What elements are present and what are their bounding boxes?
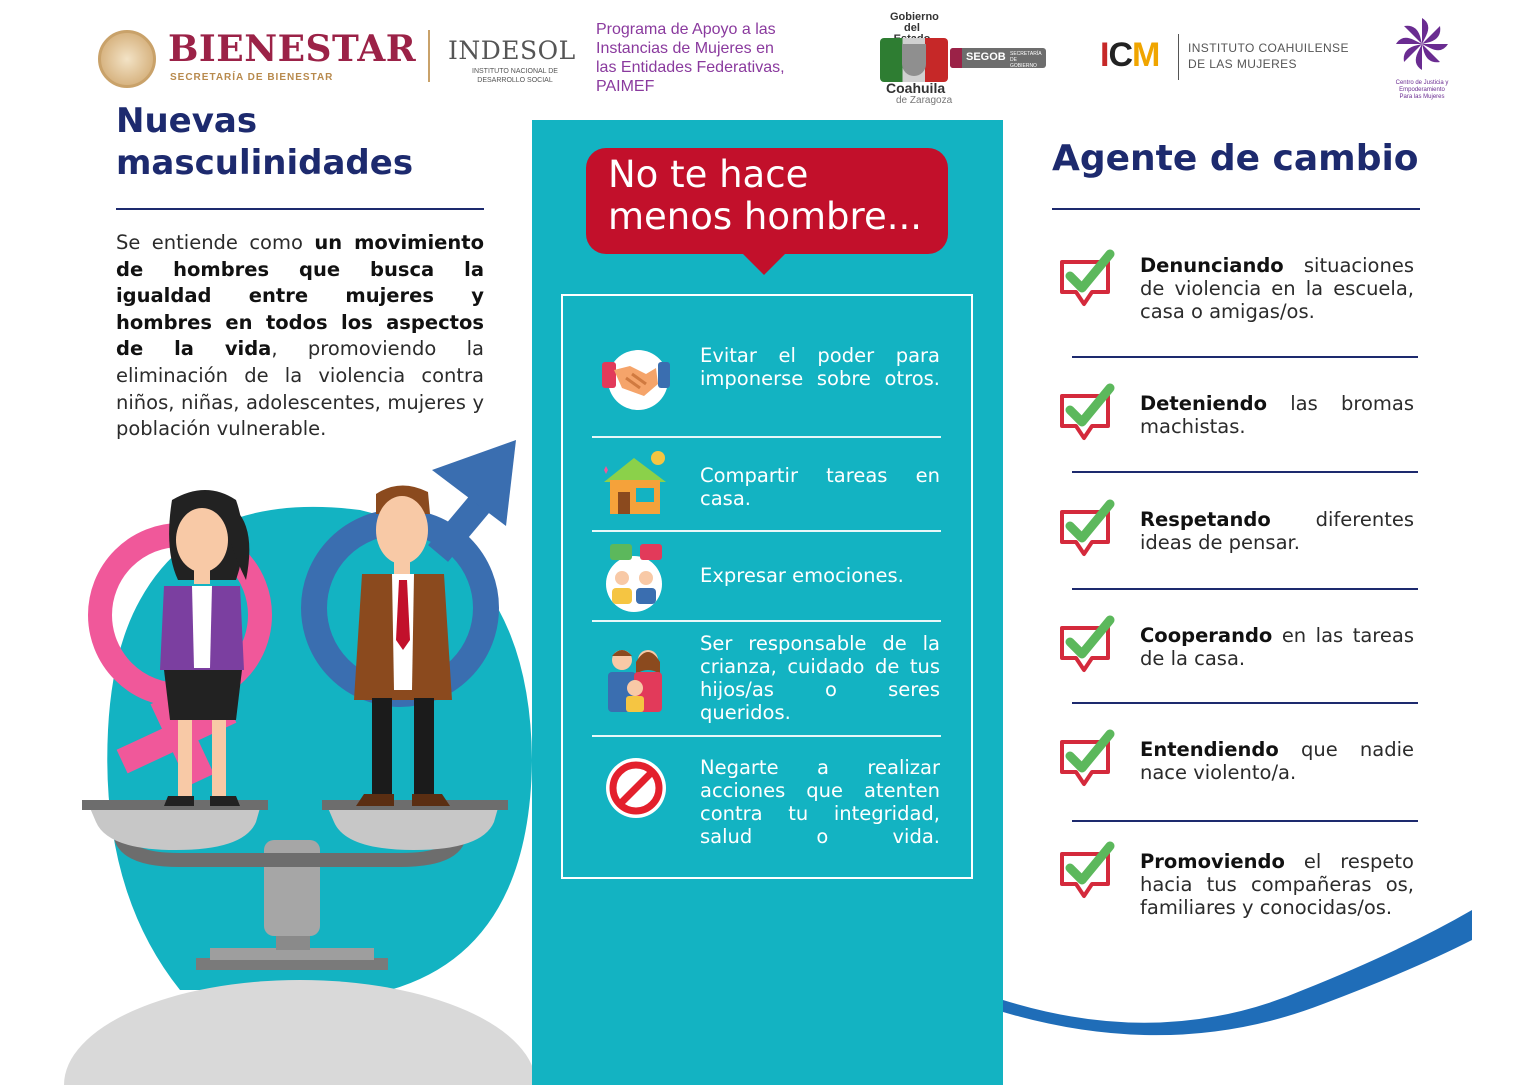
definition-paragraph xyxy=(116,230,484,443)
bienestar-logo xyxy=(98,28,418,88)
coahuila-sub: de Zaragoza xyxy=(896,95,953,106)
agent-text: Respetando diferentes ideas de pensar. xyxy=(1140,508,1414,554)
definition-rest: , promoviendo la eliminación de la violencia contra niños, niñas, adolescentes, mujeres y población vulnerable. xyxy=(116,337,484,441)
gobierno-estado-label: Gobierno del xyxy=(890,11,939,34)
action-text: Compartir tareas en casa. xyxy=(700,464,940,510)
check-bubble-icon xyxy=(1056,840,1118,902)
action-item xyxy=(592,540,942,616)
agent-verb: Entendiendo xyxy=(1140,738,1279,761)
definition-bold: un movimiento de hombres que busca la igualdad entre mujeres y hombres en todos los aspectos de la vida xyxy=(116,231,485,361)
emotions-icon xyxy=(600,542,670,612)
logo-divider xyxy=(428,30,430,82)
bienestar-subtitle: SECRETARÍA DE BIENESTAR xyxy=(170,72,334,83)
coahuila-name: Coahuila xyxy=(886,80,946,96)
left-title-divider xyxy=(116,208,484,210)
coahuila-shield-icon xyxy=(880,38,948,82)
segob-badge xyxy=(950,48,1046,68)
pinwheel-icon xyxy=(1392,14,1452,74)
agent-item xyxy=(1056,498,1416,568)
cjem-logo xyxy=(1386,14,1458,104)
action-item xyxy=(592,340,942,420)
bienestar-name: BIENESTAR xyxy=(168,28,417,70)
paimef-text xyxy=(596,20,796,96)
bubble-line: menos hombre... xyxy=(608,195,922,238)
cjem-name: Centro de Justicia y Empoderamiento Para las Mujeres xyxy=(1395,80,1449,100)
action-text: Negarte a realizar acciones que atenten contra tu integridad, salud o vida. xyxy=(700,756,940,848)
action-divider xyxy=(592,735,941,737)
agent-divider xyxy=(1072,820,1418,822)
paimef-line: PAIMEF xyxy=(596,78,655,95)
action-divider xyxy=(592,436,941,438)
bubble-line: No te hace xyxy=(608,153,809,196)
agent-item xyxy=(1056,248,1416,338)
icm-name: INSTITUTO COAHUILENSE DE LAS MUJERES xyxy=(1188,41,1349,71)
agent-verb: Promoviendo xyxy=(1140,850,1285,873)
agent-divider xyxy=(1072,588,1418,590)
agent-divider xyxy=(1072,356,1418,358)
equality-scale-illustration xyxy=(60,430,540,1085)
action-item xyxy=(592,630,942,730)
agent-text: Cooperando en las tareas de la casa. xyxy=(1140,624,1414,670)
paimef-line: Programa de Apoyo a las xyxy=(596,21,776,38)
action-text: Ser responsable de la crianza, cuidado de tus hijos/as o seres queridos. xyxy=(700,632,940,724)
mexico-seal-icon xyxy=(98,30,156,88)
base-mound xyxy=(64,980,536,1085)
prohibited-icon xyxy=(600,754,670,824)
coahuila-logo xyxy=(876,12,1046,108)
action-divider xyxy=(592,530,941,532)
action-item xyxy=(592,746,942,856)
house-icon xyxy=(600,448,670,518)
agent-text: Entendiendo que nadie nace violento/a. xyxy=(1140,738,1414,784)
agent-item xyxy=(1056,728,1416,798)
indesol-logo xyxy=(448,36,582,85)
paimef-line: Instancias de Mujeres en xyxy=(596,40,774,57)
speech-bubble-tail xyxy=(742,253,786,275)
agent-divider xyxy=(1072,471,1418,473)
agent-verb: Respetando xyxy=(1140,508,1271,531)
agent-divider xyxy=(1072,702,1418,704)
left-title xyxy=(116,100,476,184)
action-text: Expresar emociones. xyxy=(700,564,904,587)
right-title-divider xyxy=(1052,208,1420,210)
right-title: Agente de cambio xyxy=(1052,138,1419,179)
check-bubble-icon xyxy=(1056,728,1118,790)
agent-text: Denunciando situaciones de violencia en la escuela, casa o amigas/os. xyxy=(1140,254,1414,323)
agent-item xyxy=(1056,382,1416,452)
indesol-subtitle: INSTITUTO NACIONAL DE DESARROLLO SOCIAL xyxy=(472,68,558,84)
agent-verb: Denunciando xyxy=(1140,254,1284,277)
left-title-line: masculinidades xyxy=(116,143,414,183)
agent-text: Promoviendo el respeto hacia tus compañeras os, familiares y conocidas/os. xyxy=(1140,850,1414,919)
blue-wave-decoration xyxy=(1003,900,1472,1085)
check-bubble-icon xyxy=(1056,614,1118,676)
action-divider xyxy=(592,620,941,622)
handshake-icon xyxy=(600,344,670,414)
segob-name: SEGOB xyxy=(966,51,1006,63)
agent-text: Deteniendo las bromas machistas. xyxy=(1140,392,1414,438)
check-bubble-icon xyxy=(1056,498,1118,560)
family-icon xyxy=(600,644,670,714)
action-text: Evitar el poder para imponerse sobre otros. xyxy=(700,344,940,390)
agent-verb: Cooperando xyxy=(1140,624,1273,647)
indesol-name: INDESOL xyxy=(448,36,576,65)
paimef-line: las Entidades Federativas, xyxy=(596,59,785,76)
check-bubble-icon xyxy=(1056,248,1118,310)
check-bubble-icon xyxy=(1056,382,1118,444)
definition-intro: Se entiende como xyxy=(116,231,303,254)
agent-verb: Deteniendo xyxy=(1140,392,1267,415)
left-title-line: Nuevas xyxy=(116,101,258,141)
icm-logo xyxy=(1100,34,1360,84)
agent-item xyxy=(1056,614,1416,684)
speech-bubble-text xyxy=(608,154,938,238)
icm-acronym: ICM xyxy=(1100,36,1160,74)
action-item xyxy=(592,446,942,526)
segob-subtitle: SECRETARÍA DE GOBIERNO xyxy=(1010,51,1042,69)
